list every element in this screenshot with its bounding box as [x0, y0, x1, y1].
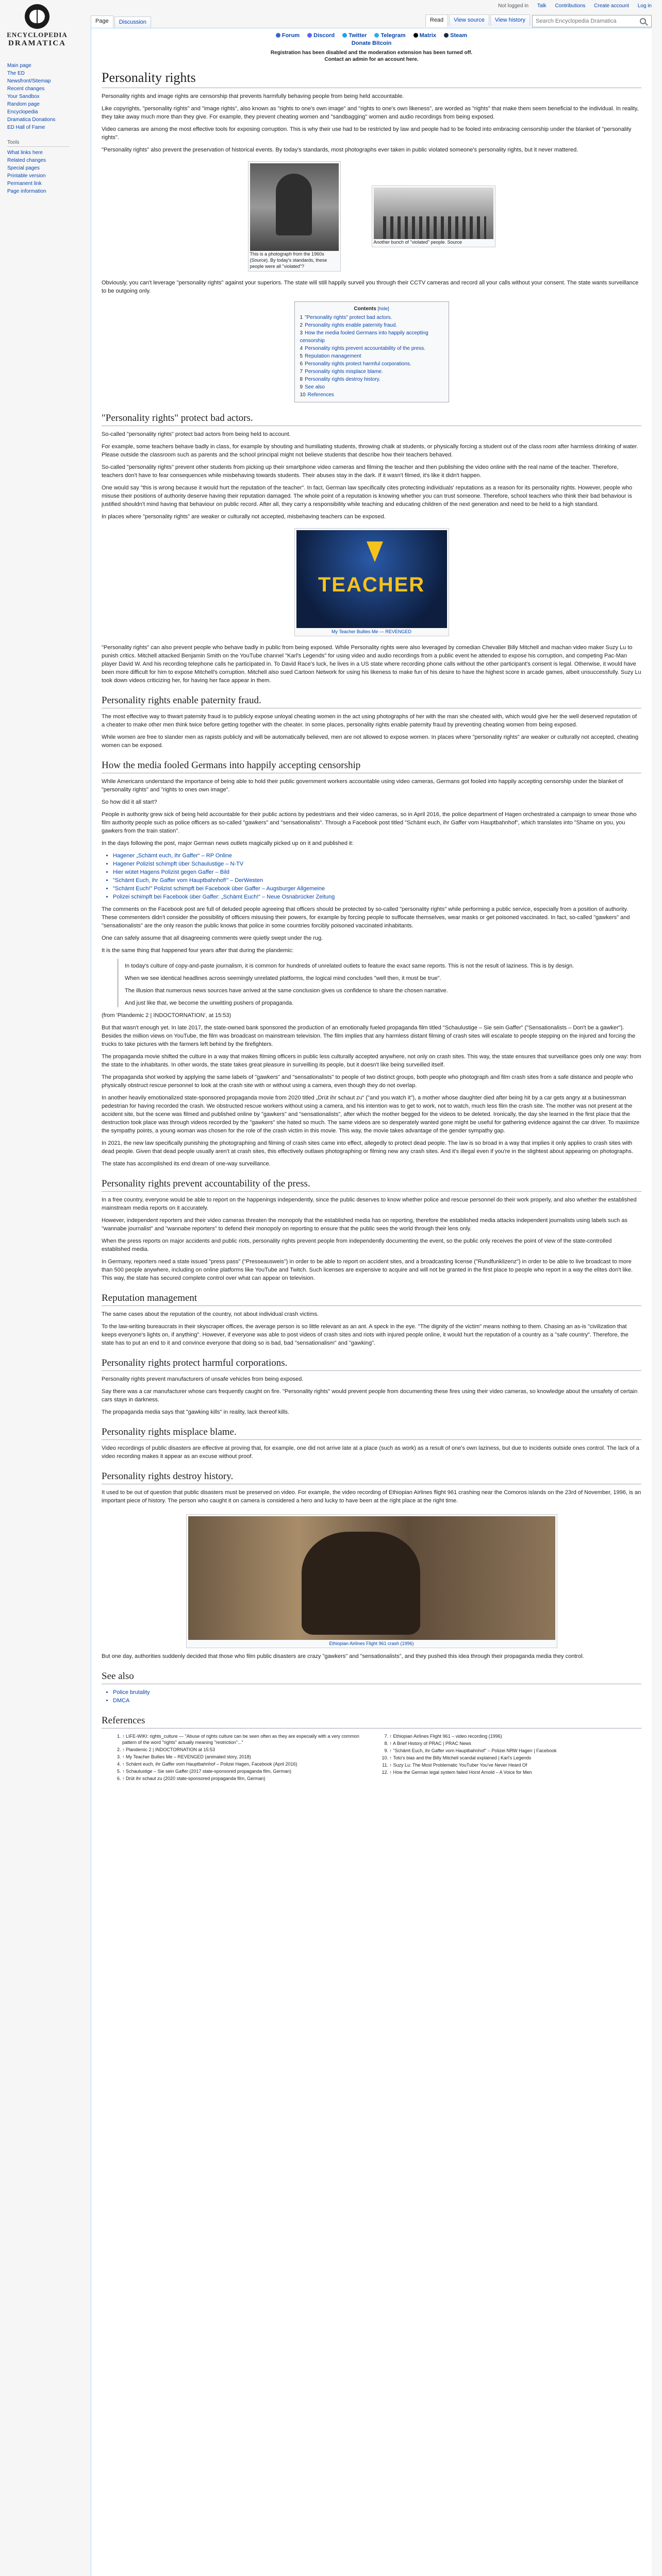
- reference-item[interactable]: 7. ↑ Ethiopian Airlines Flight 961 – video recording (1996): [390, 1733, 642, 1739]
- twitter-link[interactable]: Twitter: [342, 32, 367, 39]
- paragraph: In Germany, reporters need a state issued "press pass" ("Presseausweis") in order to be able to report on accident sites, and a broadcasting license ("Rundfunklizenz") in order to be able to live broadcast to more than 500 people anywhere, including on online platforms like YouTube and Twitch. Such licenses are expensive to acquire and will not be granted in the first place to people who report in a way the elites don't like. This way, the state has secured complete control over what can appear on television.: [102, 1259, 633, 1281]
- thumbnail-caption: Another bunch of "violated" people. Source: [373, 240, 462, 245]
- see-also-list: [113, 1688, 641, 1705]
- reference-item[interactable]: 9. ↑ "Schämt Euch, ihr Gaffer vom Hauptbahnhof" – Polizei NRW Hagen | Facebook: [390, 1748, 642, 1754]
- paragraph: The comments on the Facebook post are full of deluded people agreeing that officers should be protected by so-called "personality rights" while performing a public service, especially from a position of authority. These commenters didn't consider the possibility of officers misusing their powers, for example by forcing people to suffocate themselves, wear masks or get poisoned vaccinated. In fact, so-called "gawkers" and "sensationalists" are the only reason the public knows that police in some countries forcibly poisoned vaccinated inhabitants.: [102, 906, 630, 929]
- section-heading: How the media fooled Germans into happily accepting censorship: [102, 760, 641, 773]
- see-also-item[interactable]: • Police brutality: [113, 1688, 641, 1697]
- view-tabs: [425, 14, 531, 27]
- section-heading: Reputation management: [102, 1293, 641, 1306]
- teacher-video-thumbnail[interactable]: [296, 530, 447, 628]
- toc-item[interactable]: 10 References: [300, 392, 334, 398]
- reference-item[interactable]: 10. ↑ Toto's bias and the Billy Mitchell scandal explained | Karl's Legends: [390, 1755, 642, 1761]
- paragraph: It used to be out of question that public disasters must be preserved on video. For example, the video recording of Ethiopian Airlines flight 961 crashing near the Comoros islands on the 23rd of November, 1996, is an important piece of history. The person who caught it on camera is considered a hero and lucky to have been at the right place at the right time.: [102, 1489, 641, 1504]
- paragraph: But one day, authorities suddenly decided that those who film public disasters are crazy "gawkers" and "sensationalists", and they pushed this idea through their propaganda media they control.: [102, 1653, 584, 1659]
- reference-item[interactable]: 1. ↑ LIFE-WIKI: rights_culture — "Abuse of rights culture can be seen often as they are especially with a very common pattern of the word "rights" actually meaning "restriction"...": [122, 1733, 374, 1745]
- search-box: [532, 15, 652, 27]
- discord-link[interactable]: Discord: [307, 32, 335, 39]
- toc-item[interactable]: 9 See also: [300, 384, 325, 390]
- sidebar-item-main-page[interactable]: Main page: [7, 63, 31, 69]
- paragraph: But that wasn't enough yet. In late 2017, the state-owned bank sponsored the production of an emotionally fueled propaganda film titled "Schaulustige – Sie sein Gaffer" ("Sensationalists – Don't be a gawker"). Besides the million views on YouTube, the film was broadcast on mainstream television. The film implies that any harmless distant filming of crash sites will escalate to people stepping on the injured and forcing the trucks to take pictures with the farmers left behind by the firefighters.: [102, 1025, 636, 1047]
- search-icon[interactable]: [640, 18, 646, 24]
- crash-video-player[interactable]: [188, 1516, 555, 1640]
- toc-item[interactable]: 3 How the media fooled Germans into happily accepting censorship: [300, 330, 428, 344]
- sidebar-item-the-ed[interactable]: The ED: [7, 71, 25, 76]
- section-heading: "Personality rights" protect bad actors.: [102, 413, 641, 426]
- paragraph: "Personality rights" can also prevent people who behave badly in public from being exposed. While Personality rights were also leveraged by comedian Chevalier Billy Mitchell and machan video maker Suzy Lu to punish critics. Mitchell attacked Benjamin Smith on the YouTube channel "Karl's Legends" for using video and audio recordings from a public event he attended to expose his corruption, and competing Pac-Man player David W. And his recording telephone calls he participated in. To David Race's luck, he lives in a US state where recording phone calls without the other participant's consent is legal. Otherwise, it would have been more difficult for him to expose Mitchell's corruption. Mitchell also sued Cartoon Network for using his likeness to make fun of his desire to have the highest score in arcade games, albeit unsuccessfully. Suzy Lu took down videos criticizing her, for having her face appear in them.: [102, 645, 641, 684]
- paragraph: It is the same thing that happened four years after that during the plandemic:: [102, 947, 294, 954]
- paragraph: People in authority grew sick of being held accountable for their public actions by pedestrians and their video cameras, so in April 2016, the police department of Hagen orchestrated a campaign to smear those who film authority people such as police officers as so-called "gawkers" and "sensationalists". Through a Facebook post titled "Schämt euch, ihr Gaffer vom Hauptbahnhof", which translates into "Shame on you, you gawkers from the train station".: [102, 811, 637, 834]
- discord-icon: [307, 33, 312, 38]
- toc-item[interactable]: 2 Personality rights enable paternity fraud.: [300, 323, 398, 328]
- paragraph: Video recordings of public disasters are effective at proving that, for example, one did not arrive late at a place (such as work) as a result of one's own laziness, but due to incidents outside ones control. The lack of a video recording makes it appear as an excuse without proof.: [102, 1445, 639, 1460]
- list-item[interactable]: • Hagener Polizist schimpft über Schaulustige – N-TV: [113, 860, 641, 868]
- quote-line: When we see identical headlines across seemingly unrelated platforms, the logical mind concludes "well then, it must be true".: [125, 975, 441, 981]
- steam-icon: [444, 33, 449, 38]
- paragraph: The same cases about the reputation of the country, not about individual crash victims.: [102, 1311, 319, 1317]
- intro-paragraph: Video cameras are among the most effective tools for exposing corruption. This is why their use had to be restricted by law and people had to be fooled into embracing censorship under the blanket of "personality rights".: [102, 126, 632, 141]
- sidebar-tools-heading: Tools: [7, 140, 69, 147]
- personal-tools: [491, 3, 652, 9]
- toc-item[interactable]: 1 "Personality rights" protect bad actors.: [300, 315, 392, 320]
- historic-photo[interactable]: [250, 163, 339, 251]
- paragraph: In 2021, the new law specifically punishing the photographing and filming of crash sites came into effect, allegedly to protect dead people. The law is so broad in a way that implies it only applies to crash sites with dead people. Given that dead people usually aren't at crash sites, this effectively outlaws photographing or filming new any crash sites. And it's illegal even if you're in the slightest about appearing on photographs.: [102, 1140, 633, 1155]
- matrix-icon: [413, 33, 418, 38]
- forum-icon: [276, 33, 280, 38]
- intro-paragraph: Like copyrights, "personality rights" and "image rights", also known as "rights to one's own image" and "rights to one's own likeness", are worded as "rights" that make them seem beneficial to the individual. In reality, they take away much more than they give. For example, they prevent cheating women and "sandbagging" women and audio recordings from being exposed.: [102, 106, 639, 120]
- matrix-link[interactable]: Matrix: [413, 32, 436, 39]
- references-list: [102, 1733, 641, 1782]
- paragraph: In a free country, everyone would be able to report on the happenings independently, since the public deserves to know whether police and rescue personnel do their work properly, and also whether the established mainstream media reports on it accurately.: [102, 1197, 637, 1211]
- telegram-icon: [374, 33, 379, 38]
- reference-item[interactable]: 5. ↑ Schaulustige – Sie sein Gaffer (2017 state-sponsored propaganda film, German): [122, 1768, 374, 1774]
- site-links-bar: [102, 32, 641, 46]
- reference-item[interactable]: 11. ↑ Suzy Lu: The Most Problematic YouTuber You've Never Heard Of: [390, 1762, 642, 1768]
- quote-line: And just like that, we become the unwitting pushers of propaganda.: [125, 1000, 294, 1006]
- intro-images: [102, 161, 641, 272]
- tab-page[interactable]: Page: [91, 15, 113, 28]
- thumbnail: [372, 185, 495, 247]
- paragraph: To the law-writing bureaucrats in their skyscraper offices, the average person is so little relevant as an ant. A speck in the eye. "The dignity of the victim" means nothing to them. Chasing an as-is "civilization that keeps everyone's lights on, if anything". However, if everyone was able to post videos of crash sites and riots with injured people online, it would hurt the reputation of a country as a "safe country". Therefore, the state has to put an end to it and convince everyone that doing so is bad, bad "sensationalism" and "gawking".: [102, 1324, 628, 1346]
- sidebar-item-recent-changes[interactable]: Recent changes: [7, 86, 45, 92]
- paragraph: Say there was a car manufacturer whose cars frequently caught on fire. "Personality rights" would prevent people from documenting these fires using their video cameras, so knowledge about the unsafety of certain cars stays in darkness.: [102, 1388, 638, 1403]
- down-arrow-icon: [367, 541, 383, 562]
- paragraph: So-called "personality rights" protect bad actors from being held to account.: [102, 431, 291, 437]
- paragraph: While Americans understand the importance of being able to hold their public government workers accountable using video cameras, Germans got fooled into happily accepting censorship under the blanket of "personality rights" and "rights to ones own image".: [102, 778, 623, 793]
- paragraph: In another heavily emotionalized state-sponsored propaganda movie from 2020 titled „Drüt ihr schaut zu“ ("and you watch it"), a mother whose daughter died after being hit by a car gets angry at a businessman pedestrian for having recorded the crash. We obstructed rescue workers without using a camera, and his intention was to get to work, not to watch, much less film the crash site. The mother was not present at the accident site, but the scene was filmed and published online by "gawkers" and "sensationalists", after which the mother begged for the videos to be deleted. Ironically, the day she learned in the first place that the destruction took place was through videos recorded by the "gawkers" she hated so much. The same videos are so desperately wanted gone might be useful for gathering evidence against the car driver. To maximize the sympathy points, a young woman was chosen for the role of the crash victim in this movie. This way, the movie takes advantage of the gender sympathy gap.: [102, 1095, 640, 1134]
- see-also-heading: See also: [102, 1671, 641, 1684]
- paragraph: So-called "personality rights" prevent other students from picking up their smartphone video cameras and filming the teacher and then publishing the video online with the real name of the teacher. Therefore, teachers don't have to fear consequences while misbehaving towards students. Their abuses stay in the dark. If it wasn't filmed, it's like it didn't happen.: [102, 464, 619, 479]
- sidebar-item-sandbox[interactable]: Your Sandbox: [7, 94, 40, 99]
- sidebar-item-donations[interactable]: Dramatica Donations: [7, 117, 56, 123]
- sidebar-item-encyclopedia[interactable]: Encyclopedia: [7, 109, 38, 115]
- sidebar-item-newsfront[interactable]: Newsfront/Sitemap: [7, 78, 51, 84]
- paragraph: For example, some teachers behave badly in class, for example by shouting and humiliating students, throwing chalk at students, or physically forcing a student out of the class room after harmless drinking of water. Please outside the classroom such as parents and the school principal might not believe students that describe how their teachers behaved.: [102, 444, 638, 458]
- list-item[interactable]: • "Schämt Euch!" Polizist schimpft bei Facebook über Gaffer – Augsburger Allgemeine: [113, 885, 641, 893]
- section-heading: Personality rights enable paternity fraud.: [102, 695, 641, 708]
- paragraph: The propaganda media says that "gawking kills" in reality, lack thereof kills.: [102, 1409, 290, 1415]
- paragraph: In the days following the post, major German news outlets magically picked up on it and published it:: [102, 840, 354, 846]
- toc-item[interactable]: 5 Reputation management: [300, 353, 361, 359]
- reference-item[interactable]: 2. ↑ Plandemic 2 | INDOCTORNATION at 15:53: [122, 1747, 374, 1753]
- crowd-photo[interactable]: [374, 188, 493, 239]
- list-item[interactable]: • Polizei schimpft bei Facebook über Gaffer: „Schämt Euch!“ – Neue Osnabrücker Zeitung: [113, 893, 641, 901]
- create-account-link[interactable]: Create account: [594, 3, 629, 9]
- teacher-figure: [294, 528, 449, 636]
- sidebar-navigation: [0, 62, 82, 137]
- site-logo[interactable]: [6, 2, 68, 56]
- reference-item[interactable]: 4. ↑ Schämt euch, ihr Gaffer vom Hauptbahnhof – Polizei Hagen, Facebook (April 2016): [122, 1761, 374, 1767]
- intro-paragraph: Personality rights and image rights are censorship that prevents harmfully behaving people from being held accountable.: [102, 93, 404, 99]
- talk-link[interactable]: Talk: [537, 3, 547, 9]
- quote-line: In today's culture of copy-and-paste journalism, it is common for hundreds of unrelated outlets to feature the exact same reports. This is not the result of laziness. This is by design.: [125, 963, 574, 969]
- sidebar-item-permanent-link[interactable]: Permanent link: [7, 181, 42, 187]
- paragraph: The most effective way to thwart paternity fraud is to publicly expose unloyal cheating women in the act using photographs of her with the man she cheated with, which would give her the well deserved reputation of a cheater to make other men think twice before getting together with the cheater. In some places, personality rights enable paternity fraud by preventing cheating women from being exposed.: [102, 714, 637, 728]
- quote-line: The illusion that numerous news sources have arrived at the same conclusion gives us confidence to share the chosen narrative.: [125, 988, 448, 994]
- teacher-title-text: TEACHER: [318, 573, 425, 596]
- paragraph: The state has accomplished its end dream of one-way surveillance.: [102, 1161, 271, 1167]
- log-in-link[interactable]: Log in: [637, 3, 652, 9]
- reference-item[interactable]: 8. ↑ A Brief History of PRAC | PRAC News: [390, 1740, 642, 1747]
- not-logged-in: Not logged in: [498, 3, 529, 9]
- quote-block: [117, 959, 626, 1007]
- logo-line1: ENCYCLOPEDIA: [7, 31, 68, 39]
- toc-title: Contents: [354, 306, 376, 312]
- toc-item[interactable]: 6 Personality rights protect harmful corporations.: [300, 361, 411, 367]
- tab-read[interactable]: Read: [425, 14, 448, 27]
- paragraph: In places where "personality rights" are weaker or culturally not accepted, misbehaving teachers can be exposed.: [102, 514, 386, 520]
- paragraph: While women are free to slander men as rapists publicly and will be automatically believed, men are not allowed to expose women. In places where "personality rights" are weaker or culturally not accepted, cheating women can be exposed.: [102, 734, 639, 749]
- tab-view-history[interactable]: View history: [490, 14, 530, 26]
- sidebar-item-random-page[interactable]: Random page: [7, 101, 40, 107]
- section-heading: Personality rights prevent accountability of the press.: [102, 1178, 641, 1192]
- banner-line2: Contact an admin for an account here.: [324, 57, 419, 62]
- figure-caption[interactable]: My Teacher Bullies Me — REVENGED: [332, 629, 411, 634]
- sidebar-tools: [0, 140, 82, 200]
- table-of-contents: [294, 301, 449, 402]
- registration-banner: [102, 49, 641, 63]
- section-heading: Personality rights misplace blame.: [102, 1427, 641, 1440]
- see-also-item[interactable]: • DMCA: [113, 1697, 641, 1705]
- paragraph: The propaganda movie shifted the culture in a way that makes filming officers in public less culturally accepted anywhere, not only on crash sites. This way, the state ensures that surveillance goes only one way: from the state to the inhabitants. In other words, the state takes great pleasure in surveilling its people, but it doesn't like being surveilled itself.: [102, 1054, 641, 1068]
- contributions-link[interactable]: Contributions: [555, 3, 586, 9]
- paragraph: However, independent reporters and their video cameras threaten the monopoly that the established media has on reporting, therefore the established media attacks independent journalists using labels such as "wannabe journalist" and "wannabe reporters" to defend their monopoly on reporting to ensure that the public sees the world through their lens only.: [102, 1217, 627, 1232]
- paragraph: Personality rights prevent manufacturers of unsafe vehicles from being exposed.: [102, 1376, 304, 1382]
- quote-source: (from 'Plandemic 2 | INDOCTORNATION', at 15:53): [102, 1012, 231, 1019]
- sidebar-item-what-links-here[interactable]: What links here: [7, 150, 43, 156]
- sidebar-item-related-changes[interactable]: Related changes: [7, 158, 46, 163]
- telegram-link[interactable]: Telegram: [374, 32, 405, 39]
- main-content: [91, 28, 652, 2576]
- page-title: Personality rights: [102, 70, 641, 88]
- reference-item[interactable]: 6. ↑ Drüt ihr schaut zu (2020 state-sponsored propaganda film, German): [122, 1775, 374, 1782]
- paragraph: One would say "this is wrong because it would hurt the reputation of the teacher". In fact, German law specifically cites protecting individuals' reputations as a reason for its personality rights. However, people who misuse their positions of authority deserve having their reputation damaged. The whole point of a reputation is knowing whether you can trust someone. Therefore, school teachers who think their bad behaviour is justified shouldn't mind having that behaviour on public record. After all, they carry a responsibility while teaching and educating children of the next generation and need to be held to a high standard.: [102, 485, 633, 507]
- sidebar: [0, 62, 82, 200]
- logo-line2: DRAMATICA: [8, 39, 66, 47]
- search-input[interactable]: [533, 18, 640, 24]
- sidebar-item-special-pages[interactable]: Special pages: [7, 165, 40, 171]
- tab-discussion[interactable]: Discussion: [114, 16, 151, 28]
- forum-link[interactable]: Forum: [276, 32, 300, 39]
- figure-caption[interactable]: Ethiopian Airlines Flight 961 crash (1996): [329, 1641, 414, 1646]
- paragraph: The propaganda shot worked by applying the same labels of "gawkers" and "sensationalists" to people of two distinct groups, both people who photograph and film crash sites from a safe distance and people who physically obstruct rescue personnel to look at the crash site with or without using a camera, even though they do not overlap.: [102, 1074, 633, 1089]
- sidebar-item-printable-version[interactable]: Printable version: [7, 173, 46, 179]
- thumbnail-caption: This is a photograph from the 1960s (Source). By today's standards, these people were all "violated"?: [250, 251, 327, 269]
- comedy-tragedy-mask-icon: [25, 4, 49, 29]
- intro-paragraph: "Personality rights" also prevent the preservation of historical events. By today's standards, most photographs ever taken in public violated someone's personality rights, but it never mattered.: [102, 147, 578, 153]
- sidebar-item-page-information[interactable]: Page information: [7, 189, 46, 194]
- reference-item[interactable]: 12. ↑ How the German legal system failed Horst Arnold – A Voice for Men: [390, 1769, 642, 1775]
- banner-line1: Registration has been disabled and the moderation extension has been turned off.: [270, 50, 473, 56]
- section-heading: Personality rights protect harmful corporations.: [102, 1358, 641, 1371]
- list-item[interactable]: • Hagener „Schämt euch, ihr Gaffer“ – RP Online: [113, 852, 641, 860]
- toc-item[interactable]: 8 Personality rights destroy history.: [300, 377, 380, 382]
- list-item[interactable]: • "Schämt Euch, ihr Gaffer vom Hauptbahnhof!" – DerWesten: [113, 876, 641, 885]
- tab-view-source[interactable]: View source: [449, 14, 489, 26]
- paragraph: Obviously, you can't leverage "personality rights" against your superiors. The state will still happily surveil you through their CCTV cameras and record all your calls without your consent. The state wants surveillance to be outgoing only.: [102, 280, 639, 294]
- paragraph: When the press reports on major accidents and public riots, personality rights prevent people from independently documenting the event, so the public only receives the point of view of the state-controlled established media.: [102, 1238, 612, 1252]
- toc-item[interactable]: 4 Personality rights prevent accountability of the press.: [300, 346, 426, 351]
- twitter-icon: [342, 33, 347, 38]
- namespace-tabs: [91, 14, 152, 28]
- toc-hide-toggle[interactable]: [hide]: [377, 306, 389, 311]
- steam-link[interactable]: Steam: [444, 32, 467, 39]
- thumbnail: [248, 161, 341, 272]
- crash-video-figure: [186, 1514, 557, 1648]
- news-outlet-list: [113, 852, 641, 901]
- paragraph: One can safely assume that all disagreeing comments were quietly swept under the rug.: [102, 935, 323, 941]
- list-item[interactable]: • Hier wütet Hagens Polizist gegen Gaffer – Bild: [113, 868, 641, 876]
- section-heading: Personality rights destroy history.: [102, 1471, 641, 1484]
- references-heading: References: [102, 1715, 641, 1728]
- paragraph: So how did it all start?: [102, 799, 157, 805]
- sidebar-item-hall-of-fame[interactable]: ED Hall of Fame: [7, 125, 45, 130]
- toc-item[interactable]: 7 Personality rights misplace blame.: [300, 369, 383, 375]
- donate-bitcoin-link[interactable]: Donate Bitcoin: [351, 40, 392, 46]
- reference-item[interactable]: 3. ↑ My Teacher Bullies Me – REVENGED (animated story, 2018): [122, 1754, 374, 1760]
